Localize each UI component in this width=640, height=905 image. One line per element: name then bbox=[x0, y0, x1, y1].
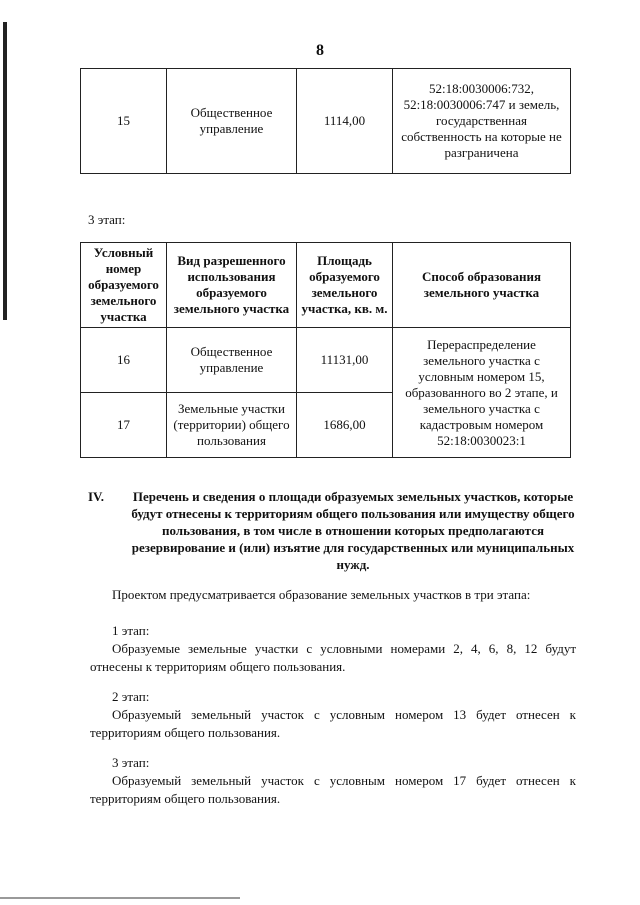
cell-method-merged: Перераспределение земельного участка с условным номером 15, образованного во 2 этапе, и земельного участка с кадастровым номером 52:18:0030023:1 bbox=[393, 328, 571, 458]
intro-text: Проектом предусматривается образование земельных участков в три этапа: bbox=[112, 587, 531, 602]
cell-area: 1114,00 bbox=[297, 69, 393, 174]
stage-label: 3 этап: bbox=[112, 755, 150, 770]
header-area bbox=[297, 243, 393, 328]
table-header-row bbox=[81, 243, 571, 328]
cell-number: 16 bbox=[81, 328, 167, 393]
header-use bbox=[167, 243, 297, 328]
cell-method: 52:18:0030006:732, 52:18:0030006:747 и земель, государственная собственность на которые не разграничена bbox=[393, 69, 571, 174]
header-method-text: Способ образования земельного участка bbox=[422, 269, 541, 300]
cell-number: 15 bbox=[81, 69, 167, 174]
cell-area: 11131,00 bbox=[297, 328, 393, 393]
cell-use: Общественное управление bbox=[167, 69, 297, 174]
section-heading bbox=[88, 488, 578, 573]
table-row bbox=[81, 69, 571, 174]
header-method bbox=[393, 243, 571, 328]
scan-edge-mark bbox=[3, 22, 7, 320]
scan-bottom-line bbox=[0, 897, 240, 899]
header-number-text: Условный номер образуемого земельного участка bbox=[88, 245, 159, 324]
section-number: IV. bbox=[88, 489, 105, 504]
cell-area: 1686,00 bbox=[297, 393, 393, 458]
stage-text: Образуемый земельный участок с условным номером 17 будет отнесен к территориям общего пользования. bbox=[90, 773, 576, 806]
cell-use: Общественное управление bbox=[167, 328, 297, 393]
stage-block-2 bbox=[90, 688, 576, 742]
page-number: 8 bbox=[316, 42, 324, 59]
stage3-table bbox=[80, 242, 571, 458]
cell-number: 17 bbox=[81, 393, 167, 458]
stage-label: 2 этап: bbox=[112, 689, 150, 704]
table-row bbox=[81, 328, 571, 393]
stage-block-1 bbox=[90, 622, 576, 676]
stage3-label: 3 этап: bbox=[88, 212, 126, 227]
header-number bbox=[81, 243, 167, 328]
stage-text: Образуемые земельные участки с условными номерами 2, 4, 6, 8, 12 будут отнесены к территориям общего пользования. bbox=[90, 641, 576, 674]
header-area-text: Площадь образуемого земельного участка, кв. м. bbox=[301, 253, 388, 316]
header-use-text: Вид разрешенного использования образуемого земельного участка bbox=[173, 253, 290, 316]
continued-table bbox=[80, 68, 571, 174]
stage-block-3 bbox=[90, 754, 576, 808]
section-title: Перечень и сведения о площади образуемых земельных участков, которые будут отнесены к территориям общего пользования или имуществу общего пользования, в том числе в отношении которых предполагаются резервирование и (или) изъятие для государственных или муниципальных нужд. bbox=[131, 489, 575, 572]
stage-text: Образуемый земельный участок с условным номером 13 будет отнесен к территориям общего пользования. bbox=[90, 707, 576, 740]
stage-label: 1 этап: bbox=[112, 623, 150, 638]
cell-use: Земельные участки (территории) общего пользования bbox=[167, 393, 297, 458]
intro-paragraph bbox=[90, 586, 576, 604]
